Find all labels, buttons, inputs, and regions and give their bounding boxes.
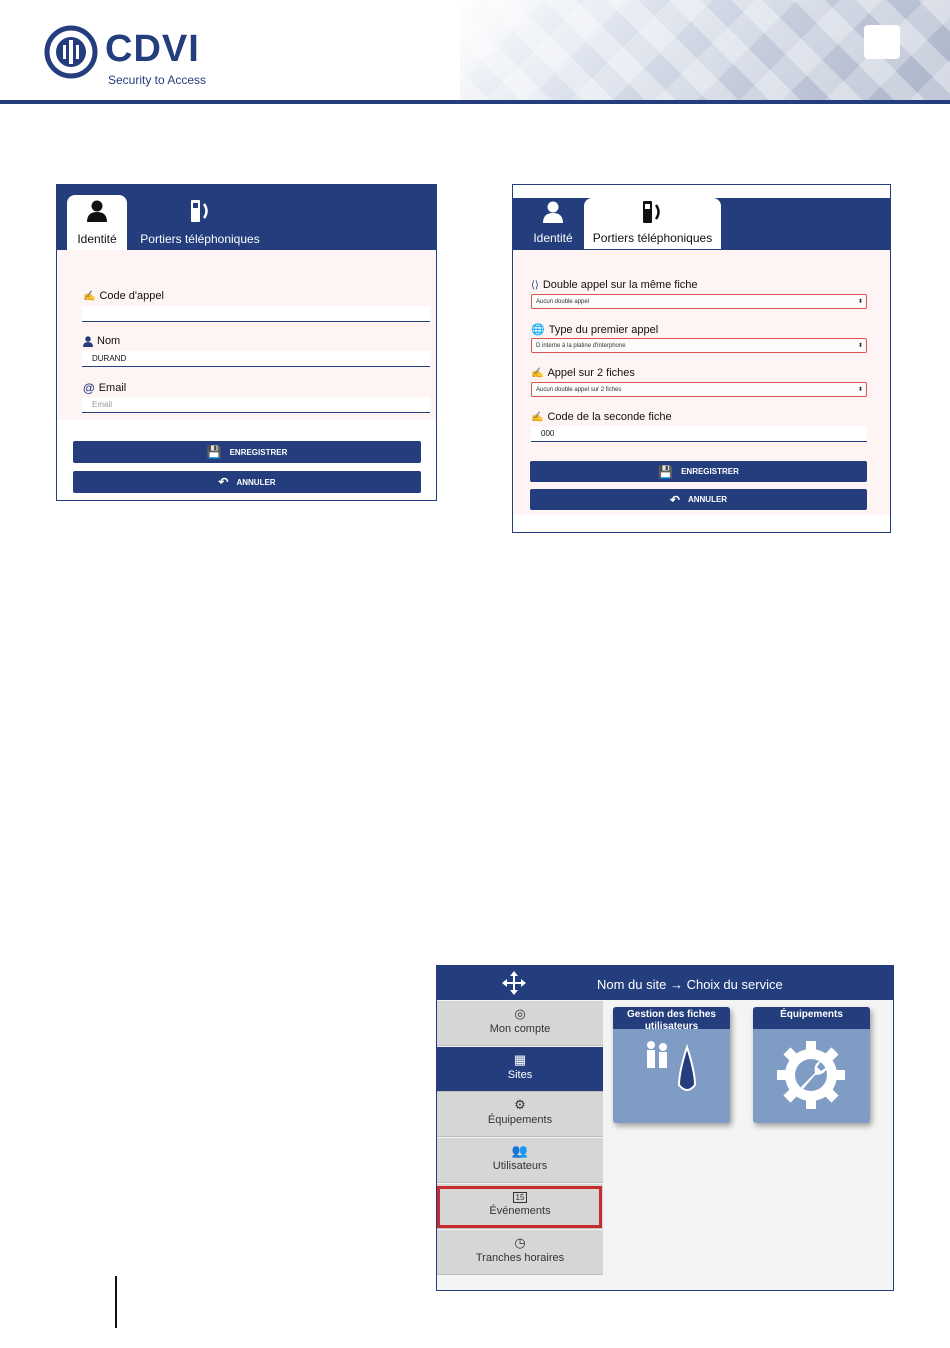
gear-wrench-icon <box>771 1035 851 1115</box>
building-icon: ▦ <box>513 1052 527 1067</box>
tile-gestion-fiches[interactable] <box>613 1007 730 1123</box>
highlight-box <box>437 1186 602 1228</box>
code-seconde-label: ✍ Code de la seconde fiche <box>531 411 672 423</box>
logo-name: CDVI <box>105 28 200 70</box>
tab-label: Identité <box>533 231 573 245</box>
door-phone-icon <box>190 200 210 222</box>
header-divider <box>0 100 950 104</box>
tab-label: Portiers téléphoniques <box>592 231 713 245</box>
tab-identite[interactable] <box>523 198 583 249</box>
chevron-down-icon: ⬍ <box>857 343 863 349</box>
code-appel-input[interactable] <box>82 306 430 322</box>
clock-icon: ◷ <box>514 1235 526 1250</box>
tile-title: Gestion des fiches utilisateurs <box>613 1007 730 1029</box>
footer-divider <box>115 1276 117 1328</box>
nav-evenements[interactable]: 15 Événements <box>437 1184 603 1229</box>
call-code-icon: ✍ <box>83 290 96 302</box>
double-appel-select[interactable]: Aucun double appel ⬍ <box>531 294 867 309</box>
floppy-disk-icon: 💾 <box>658 464 674 479</box>
undo-icon: ↶ <box>669 492 680 507</box>
person-icon <box>87 200 107 222</box>
calendar-icon: 15 <box>513 1192 528 1203</box>
nom-label: Nom <box>83 335 120 347</box>
call-code-icon: ✍ <box>531 411 544 423</box>
tile-title: Équipements <box>753 1007 870 1029</box>
users-badge-icon <box>643 1037 703 1097</box>
phones-panel <box>512 184 891 533</box>
move-arrows-icon[interactable] <box>501 970 527 996</box>
appel-2-fiches-label: ✍ Appel sur 2 fiches <box>531 367 635 379</box>
person-icon <box>543 201 563 223</box>
tab-label: Portiers téléphoniques <box>140 232 260 246</box>
premier-appel-label: 🌐 Type du premier appel <box>531 323 659 336</box>
app-header <box>437 966 893 1000</box>
tab-bar <box>57 185 436 250</box>
account-icon: ◎ <box>514 1006 526 1021</box>
nav-equipements[interactable]: ⚙ Équipements <box>437 1092 603 1137</box>
app-title: Nom du site → Choix du service <box>597 977 783 992</box>
identity-panel <box>56 184 437 501</box>
page-header <box>0 0 950 104</box>
email-label: @ Email <box>83 381 127 395</box>
tile-equipements[interactable] <box>753 1007 870 1123</box>
save-button[interactable]: 💾 ENREGISTRER <box>530 461 867 482</box>
chevron-down-icon: ⬍ <box>857 387 863 393</box>
logo-icon <box>44 25 98 79</box>
door-phone-icon <box>642 201 662 223</box>
nav-utilisateurs[interactable]: 👥 Utilisateurs <box>437 1138 603 1183</box>
nav-mon-compte[interactable]: ◎ Mon compte <box>437 1001 603 1046</box>
person-icon <box>83 336 93 347</box>
tab-portiers[interactable] <box>135 195 265 250</box>
app-screenshot <box>436 965 894 1291</box>
double-appel-label: ⟨⟩ Double appel sur la même fiche <box>531 279 698 291</box>
nav-sites[interactable]: ▦ Sites <box>437 1047 603 1092</box>
save-button[interactable]: 💾 ENREGISTRER <box>73 441 421 463</box>
cancel-button[interactable]: ↶ ANNULER <box>530 489 867 510</box>
floppy-disk-icon: 💾 <box>206 445 222 459</box>
double-call-icon: ⟨⟩ <box>531 279 539 291</box>
code-appel-label: ✍ Code d'appel <box>83 290 164 302</box>
call-code-icon: ✍ <box>531 367 544 379</box>
code-seconde-input[interactable]: 000 <box>531 426 867 442</box>
undo-icon: ↶ <box>218 475 229 489</box>
header-square <box>864 25 900 59</box>
tab-portiers[interactable] <box>584 198 721 249</box>
nav-tranches-horaires[interactable]: ◷ Tranches horaires <box>437 1230 603 1275</box>
chevron-down-icon: ⬍ <box>857 299 863 305</box>
tab-label: Identité <box>77 232 117 246</box>
gear-icon: ⚙ <box>514 1097 526 1112</box>
premier-appel-select[interactable]: D interne à la platine d'interphone ⬍ <box>531 338 867 353</box>
users-icon: 👥 <box>511 1143 529 1158</box>
appel-2-fiches-select[interactable]: Aucun double appel sur 2 fiches ⬍ <box>531 382 867 397</box>
at-icon: @ <box>83 381 95 395</box>
logo-tagline: Security to Access <box>108 73 207 87</box>
cancel-button[interactable]: ↶ ANNULER <box>73 471 421 493</box>
email-input[interactable]: Email <box>82 397 430 413</box>
tab-identite[interactable] <box>67 195 127 250</box>
nom-input[interactable]: DURAND <box>82 351 430 367</box>
globe-icon: 🌐 <box>531 324 545 336</box>
